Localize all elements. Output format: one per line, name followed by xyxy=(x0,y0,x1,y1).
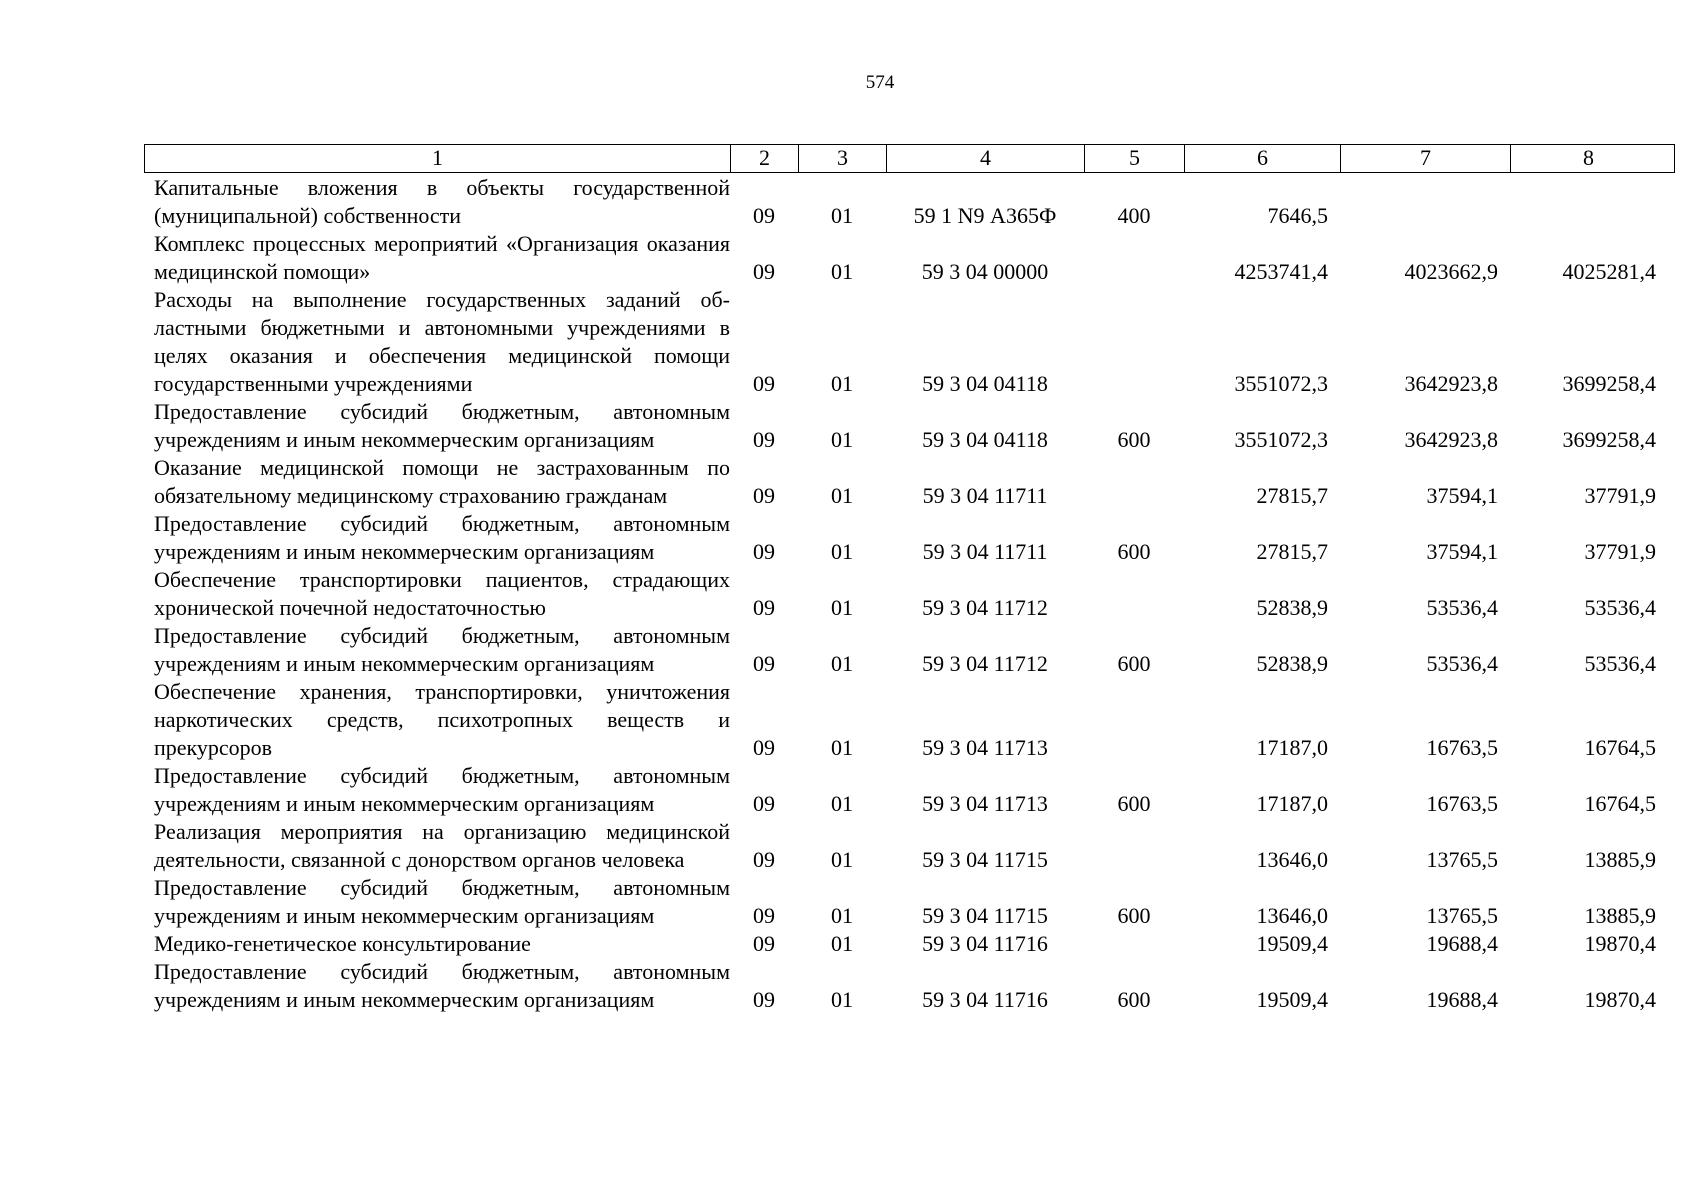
table-row xyxy=(144,398,1675,454)
table-row xyxy=(144,762,1675,818)
row-value-year-2: 37594,1 xyxy=(1426,483,1498,508)
row-value-year-2: 16763,5 xyxy=(1426,791,1498,816)
row-value-year-1: 19509,4 xyxy=(1256,931,1328,956)
row-target-article: 59 3 04 11713 xyxy=(922,791,1048,816)
row-subsection: 01 xyxy=(831,847,853,872)
row-value-year-1: 17187,0 xyxy=(1256,735,1328,760)
row-section: 09 xyxy=(753,847,775,872)
row-value-year-3: 19870,4 xyxy=(1584,931,1656,956)
row-section: 09 xyxy=(753,931,775,956)
row-expense-type: 400 xyxy=(1117,203,1151,228)
row-value-year-1: 3551072,3 xyxy=(1234,371,1328,396)
row-expense-type: 600 xyxy=(1117,903,1151,928)
row-value-year-2: 3642923,8 xyxy=(1404,371,1498,396)
row-section: 09 xyxy=(753,987,775,1012)
row-value-year-1: 17187,0 xyxy=(1256,791,1328,816)
row-subsection: 01 xyxy=(831,203,853,228)
row-description: Комплекс процессных мероприятий «Организация оказания медицинской помощи» xyxy=(154,231,730,284)
row-description: Капитальные вложения в объекты государственной (муниципальной) собственности xyxy=(154,175,730,228)
row-value-year-2: 4023662,9 xyxy=(1404,259,1498,284)
row-value-year-2: 13765,5 xyxy=(1426,903,1498,928)
row-description: Медико-генетическое консультирование xyxy=(154,931,531,956)
table-row xyxy=(144,510,1675,566)
row-expense-type: 600 xyxy=(1117,651,1151,676)
row-value-year-3: 16764,5 xyxy=(1584,735,1656,760)
row-value-year-2: 16763,5 xyxy=(1426,735,1498,760)
row-section: 09 xyxy=(753,651,775,676)
row-value-year-1: 4253741,4 xyxy=(1234,259,1328,284)
table-row xyxy=(144,454,1675,510)
row-target-article: 59 3 04 04118 xyxy=(922,371,1048,396)
table-row xyxy=(144,930,1675,958)
row-subsection: 01 xyxy=(831,595,853,620)
header-cell-3: 3 xyxy=(799,145,887,172)
row-value-year-2: 53536,4 xyxy=(1426,595,1498,620)
row-description: Предоставление субсидий бюджетным, автономным учреждениям и иным некоммерческим организациям xyxy=(154,399,730,452)
row-subsection: 01 xyxy=(831,539,853,564)
table-header xyxy=(144,144,1675,173)
row-value-year-2: 37594,1 xyxy=(1426,539,1498,564)
row-description: Обеспечение хранения, транспортировки, уничтожения наркотических средств, психотропных веществ и прекурсоров xyxy=(154,679,730,760)
row-target-article: 59 3 04 11715 xyxy=(922,903,1048,928)
row-value-year-3: 37791,9 xyxy=(1584,483,1656,508)
row-target-article: 59 3 04 11715 xyxy=(922,847,1048,872)
row-description: Предоставление субсидий бюджетным, автономным учреждениям и иным некоммерческим организациям xyxy=(154,623,730,676)
row-subsection: 01 xyxy=(831,371,853,396)
row-description: Предоставление субсидий бюджетным, автономным учреждениям и иным некоммерческим организациям xyxy=(154,875,730,928)
row-subsection: 01 xyxy=(831,259,853,284)
row-target-article: 59 3 04 11716 xyxy=(922,931,1048,956)
page-number: 574 xyxy=(865,72,895,93)
header-cell-5: 5 xyxy=(1085,145,1185,172)
row-subsection: 01 xyxy=(831,931,853,956)
row-subsection: 01 xyxy=(831,791,853,816)
table-row xyxy=(144,566,1675,622)
row-value-year-3: 37791,9 xyxy=(1584,539,1656,564)
row-expense-type: 600 xyxy=(1117,539,1151,564)
table-body xyxy=(144,174,1675,1014)
row-value-year-1: 13646,0 xyxy=(1256,903,1328,928)
row-target-article: 59 3 04 00000 xyxy=(921,259,1049,284)
row-value-year-2: 53536,4 xyxy=(1426,651,1498,676)
row-value-year-1: 52838,9 xyxy=(1256,651,1328,676)
row-subsection: 01 xyxy=(831,427,853,452)
row-section: 09 xyxy=(753,735,775,760)
row-value-year-1: 7646,5 xyxy=(1267,203,1328,228)
table-row xyxy=(144,174,1675,230)
row-description: Предоставление субсидий бюджетным, автономным учреждениям и иным некоммерческим организациям xyxy=(154,511,730,564)
row-value-year-3: 19870,4 xyxy=(1584,987,1656,1012)
row-subsection: 01 xyxy=(831,987,853,1012)
row-expense-type: 600 xyxy=(1117,791,1151,816)
header-cell-6: 6 xyxy=(1185,145,1341,172)
row-value-year-2: 13765,5 xyxy=(1426,847,1498,872)
table-row xyxy=(144,874,1675,930)
row-value-year-1: 27815,7 xyxy=(1256,483,1328,508)
row-section: 09 xyxy=(753,595,775,620)
row-target-article: 59 3 04 11712 xyxy=(922,651,1048,676)
row-section: 09 xyxy=(753,539,775,564)
row-section: 09 xyxy=(753,427,775,452)
header-cell-1: 1 xyxy=(145,145,731,172)
row-description: Оказание медицинской помощи не застрахованным по обязательному медицинскому страхованию гражданам xyxy=(154,455,730,508)
row-value-year-3: 16764,5 xyxy=(1584,791,1656,816)
row-value-year-2: 19688,4 xyxy=(1426,931,1498,956)
row-description: Реализация мероприятия на организацию медицинской деятельности, связанной с донорством органов человека xyxy=(154,819,730,872)
row-section: 09 xyxy=(753,371,775,396)
row-subsection: 01 xyxy=(831,903,853,928)
row-section: 09 xyxy=(753,483,775,508)
row-value-year-2: 19688,4 xyxy=(1426,987,1498,1012)
row-value-year-3: 3699258,4 xyxy=(1562,371,1656,396)
row-description: Предоставление субсидий бюджетным, автономным учреждениям и иным некоммерческим организациям xyxy=(154,959,730,1012)
row-description: Предоставление субсидий бюджетным, автономным учреждениям и иным некоммерческим организациям xyxy=(154,763,730,816)
row-subsection: 01 xyxy=(831,483,853,508)
row-section: 09 xyxy=(753,203,775,228)
table-row xyxy=(144,622,1675,678)
row-description: Расходы на выполнение государственных заданий областными бюджетными и автономными учреждениями в целях оказания и обеспечения медицинской помощи государственными учреждениями xyxy=(154,287,730,396)
row-expense-type: 600 xyxy=(1117,427,1151,452)
row-target-article: 59 3 04 04118 xyxy=(922,427,1048,452)
row-value-year-3: 13885,9 xyxy=(1584,847,1656,872)
row-target-article: 59 3 04 11711 xyxy=(922,539,1048,564)
table-row xyxy=(144,286,1675,398)
row-value-year-3: 4025281,4 xyxy=(1562,259,1656,284)
row-value-year-3: 53536,4 xyxy=(1584,595,1656,620)
header-cell-7: 7 xyxy=(1341,145,1511,172)
table-row xyxy=(144,818,1675,874)
table-row xyxy=(144,678,1675,762)
row-section: 09 xyxy=(753,791,775,816)
row-expense-type: 600 xyxy=(1117,987,1151,1012)
row-value-year-1: 19509,4 xyxy=(1256,987,1328,1012)
table-row xyxy=(144,230,1675,286)
row-target-article: 59 3 04 11712 xyxy=(922,595,1048,620)
row-target-article: 59 3 04 11713 xyxy=(922,735,1048,760)
row-value-year-3: 3699258,4 xyxy=(1562,427,1656,452)
row-value-year-3: 13885,9 xyxy=(1584,903,1656,928)
row-value-year-1: 52838,9 xyxy=(1256,595,1328,620)
header-cell-4: 4 xyxy=(887,145,1085,172)
table-row xyxy=(144,958,1675,1014)
row-section: 09 xyxy=(753,903,775,928)
row-target-article: 59 3 04 11711 xyxy=(922,483,1048,508)
header-cell-2: 2 xyxy=(731,145,799,172)
row-value-year-2: 3642923,8 xyxy=(1404,427,1498,452)
row-value-year-1: 13646,0 xyxy=(1256,847,1328,872)
row-target-article: 59 1 N9 А365Ф xyxy=(913,203,1057,228)
row-target-article: 59 3 04 11716 xyxy=(922,987,1048,1012)
row-description: Обеспечение транспортировки пациентов, страдающих хронической почечной недостаточностью xyxy=(154,567,730,620)
row-subsection: 01 xyxy=(831,735,853,760)
row-value-year-1: 27815,7 xyxy=(1256,539,1328,564)
header-cell-8: 8 xyxy=(1583,145,1594,170)
row-value-year-1: 3551072,3 xyxy=(1234,427,1328,452)
row-value-year-3: 53536,4 xyxy=(1584,651,1656,676)
row-subsection: 01 xyxy=(831,651,853,676)
row-section: 09 xyxy=(753,259,775,284)
